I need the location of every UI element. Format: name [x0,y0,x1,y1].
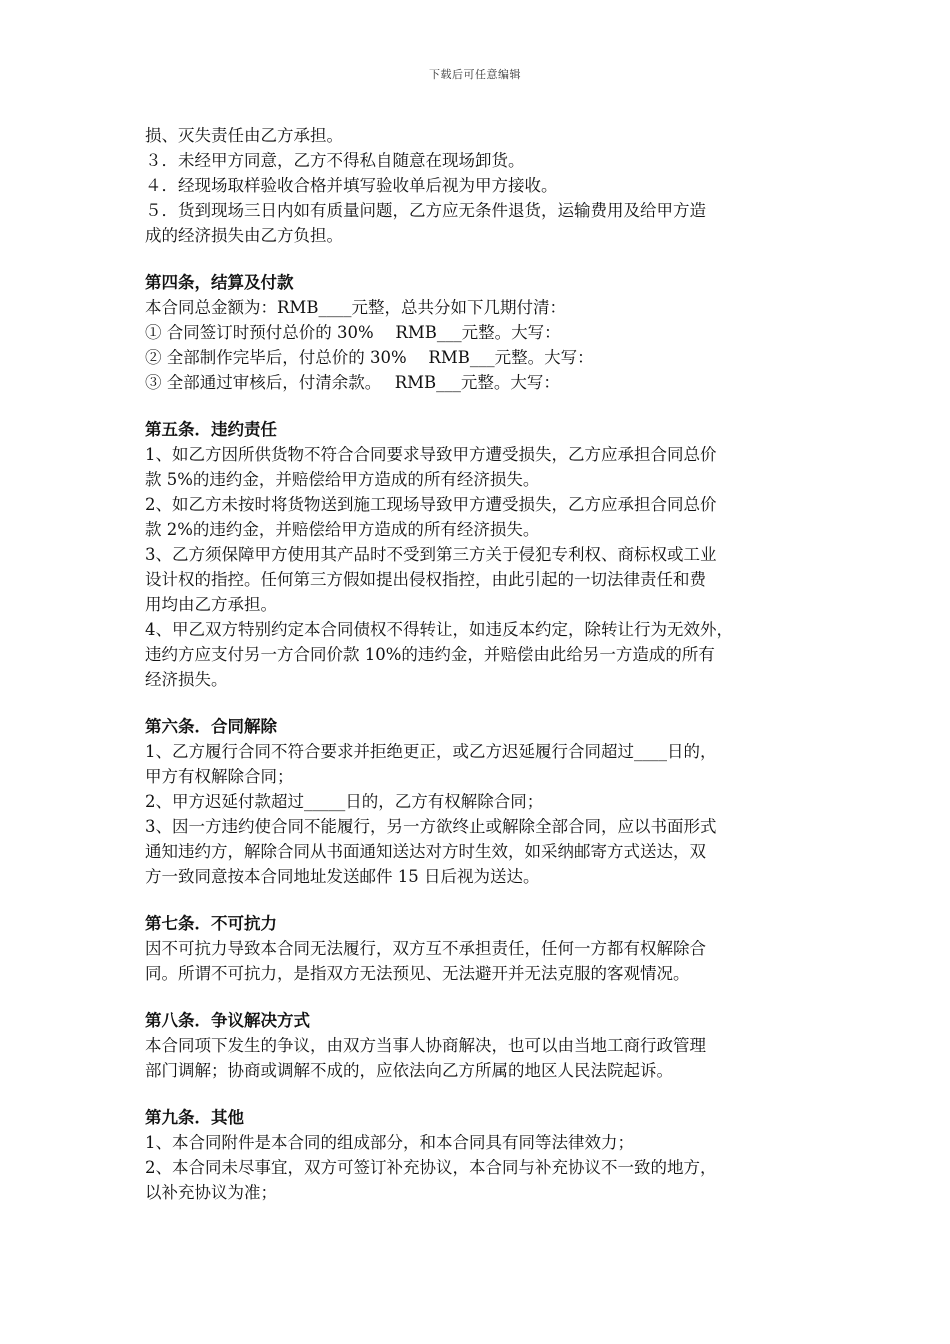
paragraph-line: ４．经现场取样验收合格并填写验收单后视为甲方接收。 [145,176,558,195]
paragraph-line: 1、本合同附件是本合同的组成部分，和本合同具有同等法律效力； [145,1133,634,1152]
section-clause-7 [145,911,825,986]
paragraph-line: 违约方应支付另一方合同价款 10%的违约金，并赔偿由此给另一方造成的所有 [145,645,715,664]
paragraph-line: 3、因一方违约使合同不能履行，另一方欲终止或解除全部合同，应以书面形式 [145,817,717,836]
paragraph-line: 款 2%的违约金，并赔偿给甲方造成的所有经济损失。 [145,520,540,539]
paragraph-line: ３．未经甲方同意，乙方不得私自随意在现场卸货。 [145,151,525,170]
paragraph-line: 2、甲方迟延付款超过_____日的，乙方有权解除合同； [145,792,544,811]
paragraph-line: 同。所谓不可抗力，是指双方无法预见、无法避开并无法克服的客观情况。 [145,964,690,983]
section-clause-5 [145,417,825,692]
section-clause-4 [145,270,825,395]
paragraph-line: ② 全部制作完毕后，付总价的 30% RMB___元整。大写： [145,348,594,367]
section-heading: 第六条．合同解除 [145,717,277,736]
paragraph-line: 设计权的指控。任何第三方假如提出侵权指控，由此引起的一切法律责任和费 [145,570,706,589]
section-heading: 第五条．违约责任 [145,420,277,439]
paragraph-line: 甲方有权解除合同； [145,767,294,786]
paragraph-line: 1、乙方履行合同不符合要求并拒绝更正，或乙方迟延履行合同超过____日的， [145,742,717,761]
section-clause-6 [145,714,825,889]
paragraph-line: 3、乙方须保障甲方使用其产品时不受到第三方关于侵犯专利权、商标权或工业 [145,545,717,564]
section-heading: 第四条，结算及付款 [145,273,294,292]
paragraph-line: 以补充协议为准； [145,1183,277,1202]
paragraph-line: 款 5%的违约金，并赔偿给甲方造成的所有经济损失。 [145,470,540,489]
paragraph-line: 部门调解；协商或调解不成的，应依法向乙方所属的地区人民法院起诉。 [145,1061,673,1080]
paragraph-line: 经济损失。 [145,670,228,689]
paragraph-line: 损、灭失责任由乙方承担。 [145,126,343,145]
paragraph-line: 成的经济损失由乙方负担。 [145,226,343,245]
paragraph-line: 2、如乙方未按时将货物送到施工现场导致甲方遭受损失，乙方应承担合同总价 [145,495,717,514]
section-clause-8 [145,1008,825,1083]
paragraph-line: 因不可抗力导致本合同无法履行，双方互不承担责任，任何一方都有权解除合 [145,939,706,958]
contract-body [145,123,825,1205]
paragraph-line: ③ 全部通过审核后，付清余款。 RMB___元整。大写： [145,373,560,392]
paragraph-line: ① 合同签订时预付总价的 30% RMB___元整。大写： [145,323,561,342]
paragraph-line: 2、本合同未尽事宜，双方可签订补充协议，本合同与补充协议不一致的地方， [145,1158,717,1177]
section-heading: 第九条．其他 [145,1108,244,1127]
section-clause-3-continued [145,123,825,248]
paragraph-line: 方一致同意按本合同地址发送邮件 15 日后视为送达。 [145,867,540,886]
paragraph-line: 通知违约方，解除合同从书面通知送达对方时生效，如采纳邮寄方式送达，双 [145,842,706,861]
paragraph-line: 4、甲乙双方特别约定本合同债权不得转让，如违反本约定，除转让行为无效外， [145,620,733,639]
paragraph-line: 1、如乙方因所供货物不符合合同要求导致甲方遭受损失，乙方应承担合同总价 [145,445,717,464]
paragraph-line: ５．货到现场三日内如有质量问题，乙方应无条件退货，运输费用及给甲方造 [145,201,706,220]
section-clause-9 [145,1105,825,1205]
paragraph-line: 用均由乙方承担。 [145,595,277,614]
section-heading: 第七条．不可抗力 [145,914,277,933]
section-heading: 第八条．争议解决方式 [145,1011,310,1030]
paragraph-line: 本合同项下发生的争议，由双方当事人协商解决，也可以由当地工商行政管理 [145,1036,706,1055]
paragraph-line: 本合同总金额为：RMB____元整，总共分如下几期付清： [145,298,566,317]
page-header: 下载后可任意编辑 [429,68,521,81]
